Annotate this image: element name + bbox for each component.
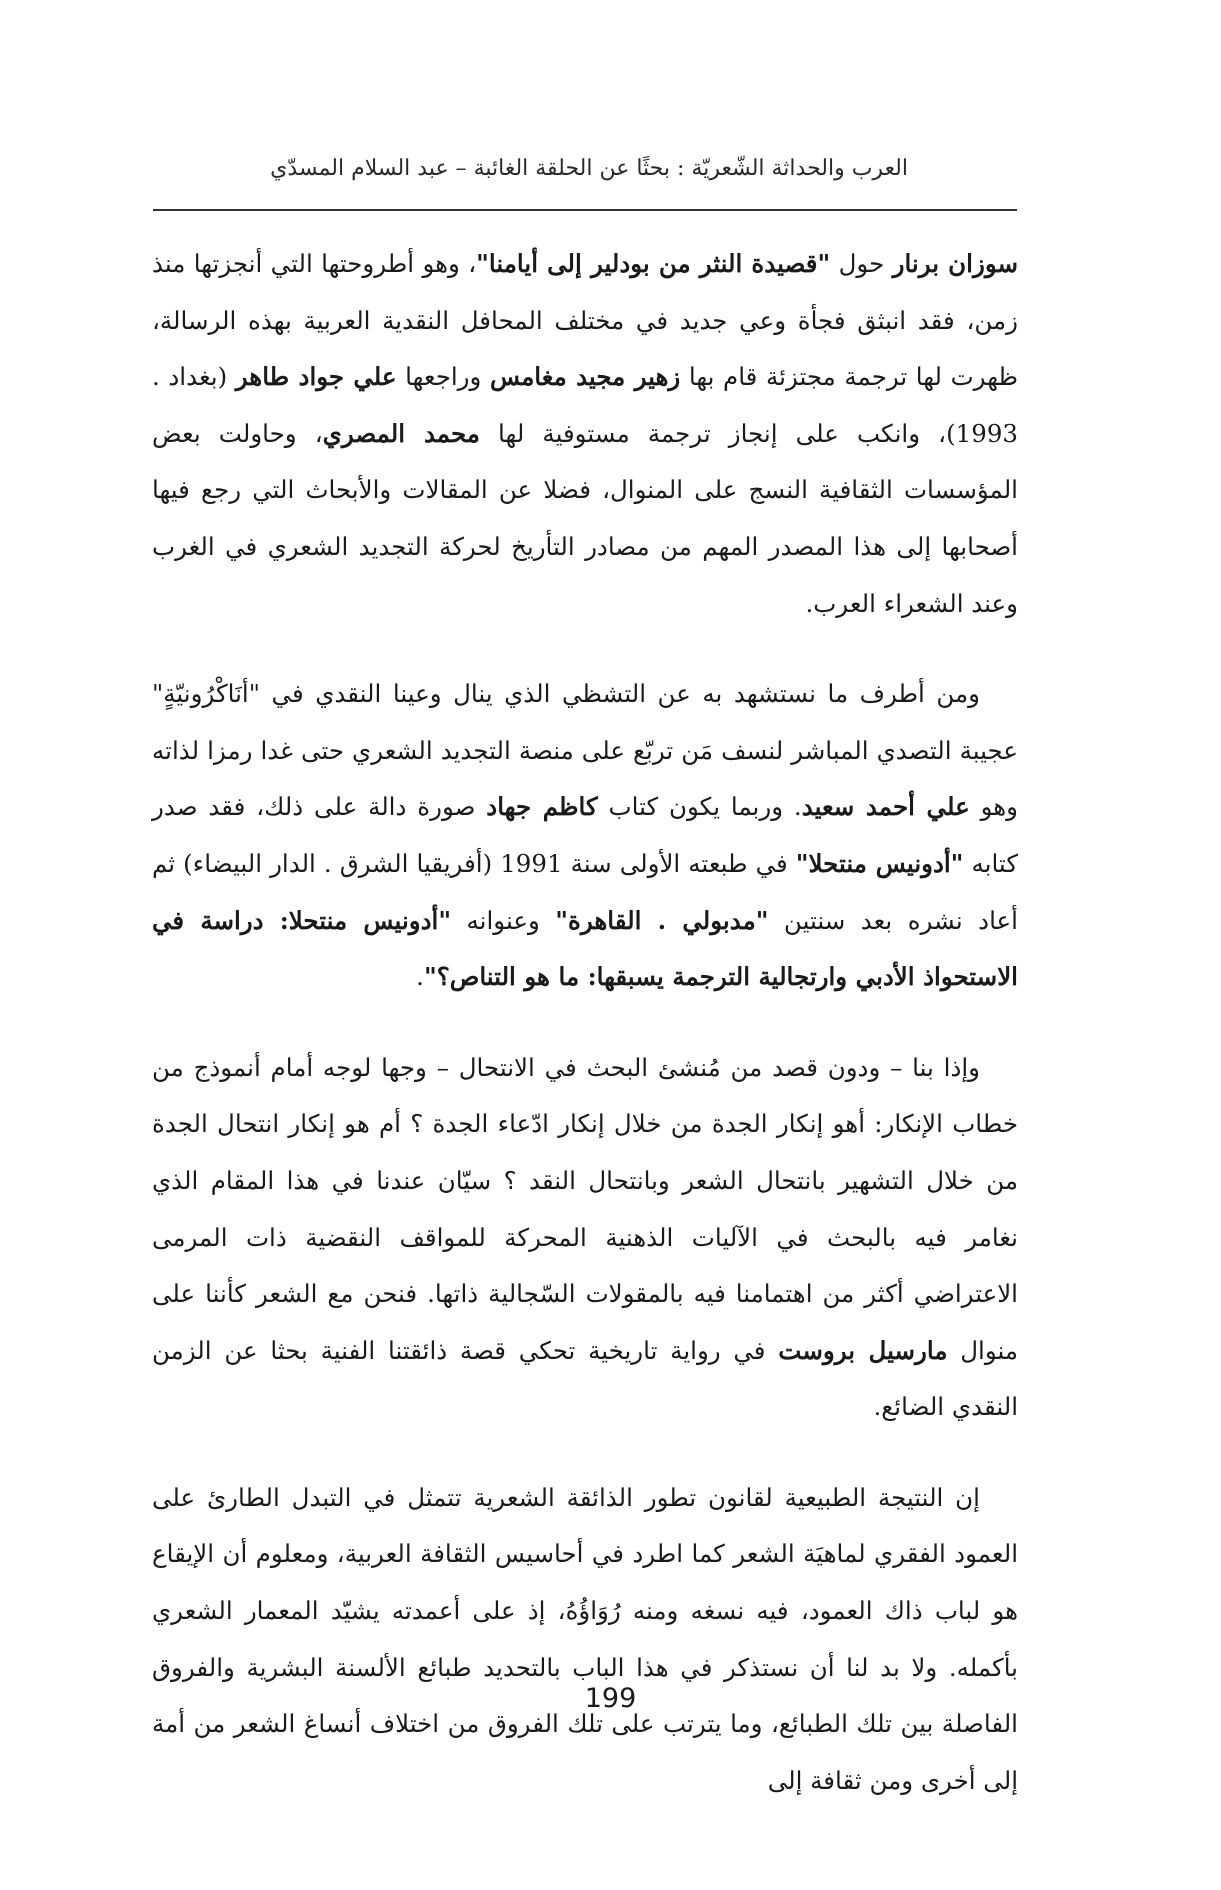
bold-phrase: "أدونيس منتحلا: دراسة في الاستحواذ الأدبي وارتجالية الترجمة يسبقها: ما هو التناص؟" [152, 905, 1018, 992]
running-header: العرب والحداثة الشّعريّة : بحثًا عن الحلقة الغائبة – عبد السلام المسدّي [270, 156, 908, 181]
bold-phrase: "مدبولي . القاهرة" [555, 905, 769, 935]
text-run: وراجعها [396, 362, 490, 392]
header-divider [153, 209, 1017, 211]
text-run: في طبعته الأولى سنة 1991 (أفريقيا الشرق . الدار البيضاء) ثم أعاد نشره بعد سنتين [152, 848, 1018, 935]
paragraph-4 [152, 1470, 1018, 1810]
paragraph-2 [152, 666, 1018, 1006]
paragraph-1 [152, 236, 1018, 632]
text-run: وعنوانه [451, 905, 556, 935]
text-run: (بغداد . 1993)، وانكب على إنجاز ترجمة مستوفية لها [152, 362, 1018, 448]
text-run: إن النتيجة الطبيعية لقانون تطور الذائقة الشعرية تتمثل في التبدل الطارئ على العمود الفقري لماهيَة الشعر كما اطرد في أحاسيس الثقافة العربية، ومعلوم أن الإيقاع هو لباب ذاك العمود، فيه نسغه ومنه رُوَاؤُهُ، إذ على أعمدته يشيّد المعمار الشعري بأكمله. ولا بد لنا أن نستذكر في هذا الباب بالتحديد طبائع الألسنة البشرية والفروق الفاصلة بين تلك الطبائع، وما يترتب على تلك الفروق من اختلاف أنساغ الشعر من أمة إلى أخرى ومن ثقافة إلى [152, 1482, 1018, 1795]
text-run: ومن أطرف ما نستشهد به عن التشظي الذي ينال وعينا النقدي في "أنَاكْرُونيّةٍ" عجيبة التصدي المباشر لنسف مَن تربّع على منصة التجديد الشعري حتى غدا رمزا لذاته وهو [152, 679, 1018, 822]
paragraph-3 [152, 1040, 1018, 1436]
text-run: حول [830, 249, 893, 278]
bold-phrase: كاظم جهاد [486, 792, 598, 822]
bold-phrase: مارسيل بروست [778, 1335, 948, 1365]
text-run: ، وهو أطروحتها التي أنجزتها منذ زمن، فقد انبثق فجأة وعي جديد في مختلف المحافل النقدية العربية بهذه الرسالة، ظهرت لها ترجمة مجتزئة قام بها [152, 249, 1018, 392]
page-number: 199 [584, 1683, 637, 1714]
text-run: صورة دالة على ذلك، فقد صدر كتابه [152, 792, 1018, 878]
text-run: . [416, 962, 424, 992]
bold-phrase: علي جواد طاهر [235, 362, 397, 392]
text-run: في رواية تاريخية تحكي قصة ذائقتنا الفنية بحثا عن الزمن النقدي الضائع. [152, 1335, 1018, 1422]
bold-phrase: محمد المصري [322, 418, 480, 448]
text-run: ، وحاولت بعض المؤسسات الثقافية النسج على المنوال، فضلا عن المقالات والأبحاث التي رجع فيها أصحابها إلى هذا المصدر المهم من مصادر التأريخ لحركة التجديد الشعري في الغرب وعند الشعراء العرب. [152, 418, 1018, 618]
bold-phrase: "أدونيس منتحلا" [795, 848, 964, 878]
bold-phrase: "قصيدة النثر من بودلير إلى أيامنا" [476, 249, 831, 278]
text-run: . وربما يكون كتاب [597, 792, 802, 822]
bold-phrase: علي أحمد سعيد [801, 792, 970, 822]
bold-phrase: زهير مجيد مغامس [489, 362, 681, 392]
text-run: وإذا بنا – ودون قصد من مُنشئ البحث في الانتحال – وجها لوجه أمام أنموذج من خطاب الإنكار: أهو إنكار الجدة من خلال إنكار ادّعاء الجدة ؟ أم هو إنكار انتحال الجدة من خلال التشهير بانتحال الشعر وبانتحال النقد ؟ سيّان عندنا في هذا المقام الذي نغامر فيه بالبحث في الآليات الذهنية المحركة للمواقف النقضية ذات المرمى الاعتراضي أكثر من اهتمامنا فيه بالمقولات السّجالية ذاتها. فنحن مع الشعر كأننا على منوال [152, 1052, 1019, 1365]
body-text [152, 236, 1018, 1809]
bold-phrase: سوزان برنار [892, 249, 1018, 278]
